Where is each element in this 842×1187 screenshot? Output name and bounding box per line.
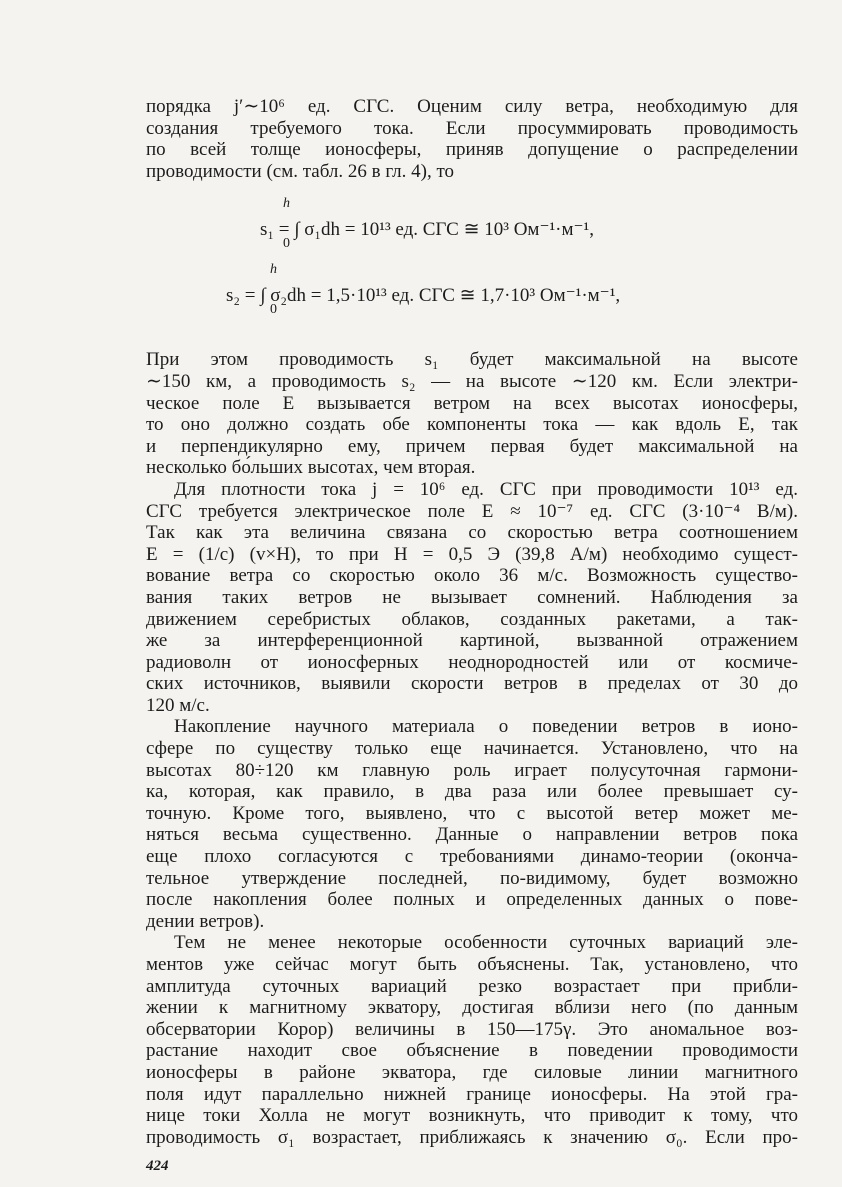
text-line: радиоволн от ионосферных неоднородностей или от космиче- bbox=[146, 651, 798, 673]
text-line: проводимость σ₁ возрастает, приближаясь к значению σ₀. Если про- bbox=[146, 1126, 798, 1148]
text-line: жении к магнитному экватору, достигая вблизи него (по данным bbox=[146, 997, 798, 1019]
text-line: вания таких ветров не вызывает сомнений. Наблюдения за bbox=[146, 586, 798, 608]
text-line: создания требуемого тока. Если просуммировать проводимость bbox=[146, 117, 798, 139]
text-line: вование ветра со скоростью около 36 м/с. Возможность существо- bbox=[146, 565, 798, 587]
text-line: растание находит свое объяснение в поведении проводимости bbox=[146, 1040, 798, 1062]
integral-lower-limit: 0 bbox=[270, 302, 277, 318]
text-line: точную. Кроме того, выявлено, что с высотой ветер может ме- bbox=[146, 802, 798, 824]
text-line: Накопление научного материала о поведении ветров в ионо- bbox=[174, 716, 798, 738]
text-line: амплитуда суточных вариаций резко возрастает при прибли- bbox=[146, 975, 798, 997]
text-line: же за интерференционной картиной, вызванной отражением bbox=[146, 630, 798, 652]
text-line: Так как эта величина связана со скоростью ветра соотношением bbox=[146, 522, 798, 544]
integral-lower-limit: 0 bbox=[283, 236, 290, 252]
integral-upper-limit: h bbox=[283, 196, 290, 212]
text-line: ческое поле E вызывается ветром на всех высотах ионосферы, bbox=[146, 392, 798, 414]
text-line: няться весьма существенно. Данные о направлении ветров пока bbox=[146, 824, 798, 846]
text-line: и перпендикулярно ему, причем первая будет максимальной на bbox=[146, 435, 798, 457]
text-line: еще плохо согласуются с требованиями динамо-теории (оконча- bbox=[146, 846, 798, 868]
formula-s2 bbox=[146, 262, 798, 318]
text-line: СГС требуется электрическое поле E ≈ 10⁻⁷ ед. СГС (3·10⁻⁴ В/м). bbox=[146, 500, 798, 522]
formula-expression: s₁ = ∫ σ₁dh = 10¹³ ед. СГС ≅ 10³ Ом⁻¹·м⁻¹, bbox=[260, 219, 595, 241]
text-line: 120 м/с. bbox=[146, 694, 210, 716]
text-line: движением серебристых облаков, созданных ракетами, а так- bbox=[146, 608, 798, 630]
page-number: 424 bbox=[146, 1158, 169, 1174]
text-line: проводимости (см. табл. 26 в гл. 4), то bbox=[146, 160, 455, 182]
text-line: ментов уже сейчас могут быть объяснены. Так, установлено, что bbox=[146, 954, 798, 975]
text-line: Тем не менее некоторые особенности суточных вариаций эле- bbox=[174, 932, 798, 954]
text-line: нице токи Холла не могут возникнуть, что приводит к тому, что bbox=[146, 1105, 798, 1127]
formula-s1 bbox=[146, 196, 798, 252]
text-line: дении ветров). bbox=[146, 910, 265, 932]
page-body bbox=[146, 96, 798, 1148]
text-line: ∼150 км, а проводимость s₂ — на высоте ∼120 км. Если электри- bbox=[146, 370, 798, 392]
paragraph-2 bbox=[146, 349, 798, 479]
text-line: ка, которая, как правило, в два раза или более превышает су- bbox=[146, 781, 798, 803]
text-line: ионосферы в районе экватора, где силовые линии магнитного bbox=[146, 1061, 798, 1083]
text-line: При этом проводимость s₁ будет максимальной на высоте bbox=[146, 349, 798, 371]
text-line: сфере по существу только еще начинается. Установлено, что на bbox=[146, 738, 798, 760]
paragraph-1 bbox=[146, 96, 798, 182]
text-line: высотах 80÷120 км главную роль играет полусуточная гармони- bbox=[146, 759, 798, 781]
paragraph-3 bbox=[146, 479, 798, 717]
text-line: ских источников, выявили скорости ветров в пределах от 30 до bbox=[146, 673, 798, 695]
text-line: тельное утверждение последней, по-видимому, будет возможно bbox=[146, 867, 798, 889]
text-line: по всей толще ионосферы, приняв допущение о распределении bbox=[146, 139, 798, 161]
text-line: после накопления более полных и определенных данных о пове- bbox=[146, 889, 798, 911]
text-line: Для плотности тока j = 10⁶ ед. СГС при проводимости 10¹³ ед. bbox=[174, 478, 798, 500]
paragraph-4 bbox=[146, 716, 798, 932]
integral-upper-limit: h bbox=[270, 262, 277, 278]
text-line: то оно должно создать обе компоненты тока — как вдоль E, так bbox=[146, 414, 798, 436]
paragraph-5 bbox=[146, 932, 798, 1148]
spacer bbox=[146, 307, 798, 349]
formula-expression: s₂ = ∫ σ₂dh = 1,5·10¹³ ед. СГС ≅ 1,7·10³ Ом⁻¹·м⁻¹, bbox=[226, 285, 621, 307]
text-line: порядка j′∼10⁶ ед. СГС. Оценим силу ветра, необходимую для bbox=[146, 96, 798, 117]
text-line: обсерватории Корор) величины в 150—175γ. Это аномальное воз- bbox=[146, 1018, 798, 1040]
text-line: E = (1/c) (v×H), то при H = 0,5 Э (39,8 А/м) необходимо сущест- bbox=[146, 543, 798, 565]
text-line: несколько бо́льших высотах, чем вторая. bbox=[146, 457, 476, 479]
text-line: поля идут параллельно нижней границе ионосферы. На этой гра- bbox=[146, 1083, 798, 1105]
